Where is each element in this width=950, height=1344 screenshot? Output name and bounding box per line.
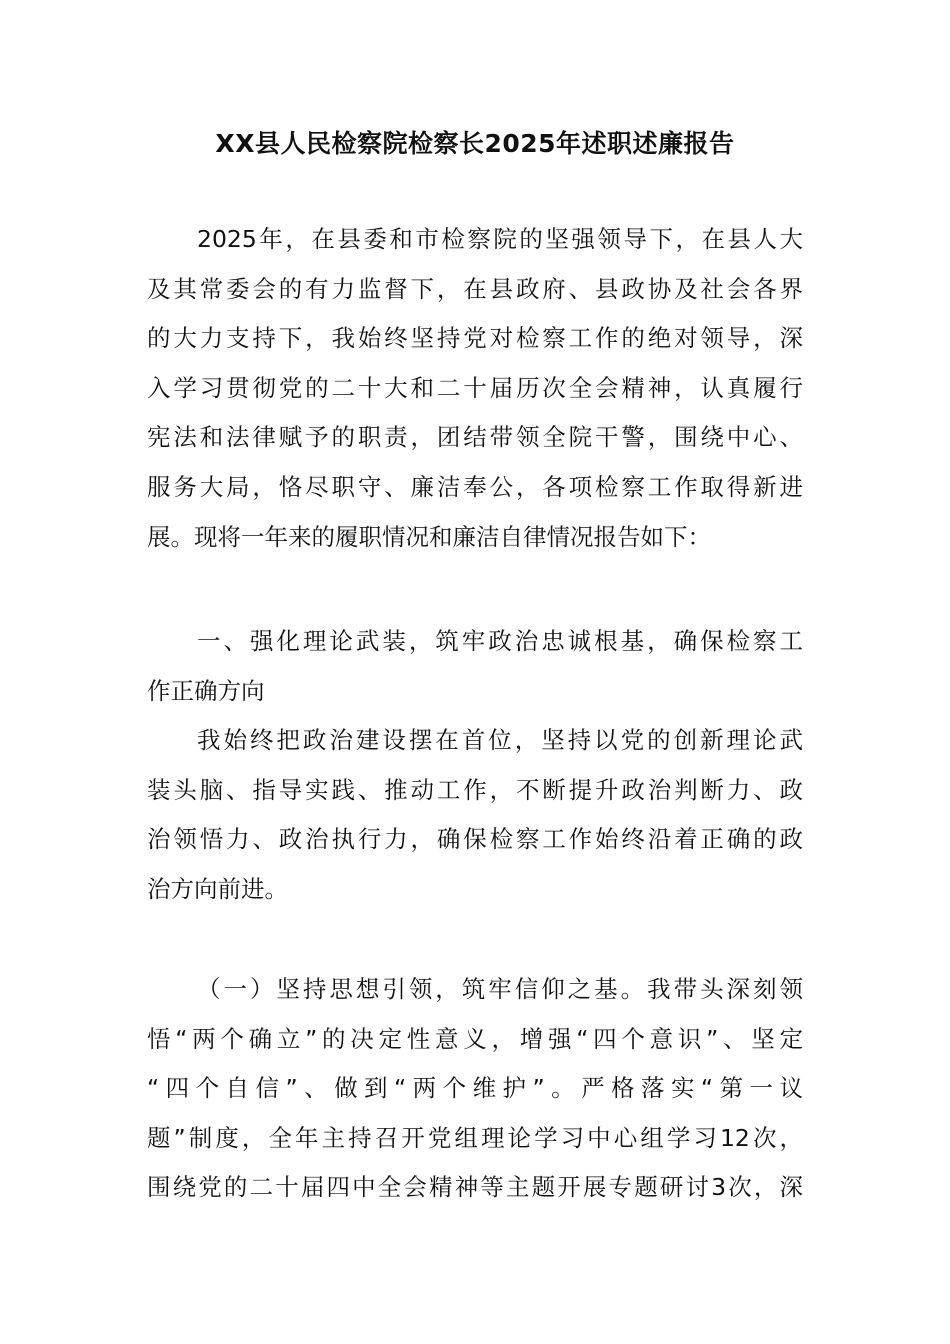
text-line: （一）坚持思想引领，筑牢信仰之基。我带头深刻领 [197,975,803,1003]
text-line: 装头脑、指导实践、推动工作，不断提升政治判断力、政 [147,775,803,804]
text-line: 服务大局，恪尽职守、廉洁奉公，各项检察工作取得新进 [147,472,803,501]
text-line: 宪法和法律赋予的职责，团结带领全院干警，围绕中心、 [147,423,803,452]
text-line: 治领悟力、政治执行力，确保检察工作始终沿着正确的政 [147,825,803,854]
heading-line: 一、强化理论武装，筑牢政治忠诚根基，确保检察工 [197,627,803,655]
section-1-paragraph [147,716,803,914]
text-line: 题”制度，全年主持召开党组理论学习中心组学习12次， [147,1123,803,1152]
heading-line: 作正确方向 [147,676,265,705]
document-title: XX县人民检察院检察长2025年述职述廉报告 [215,129,735,158]
text-line: 展。现将一年来的履职情况和廉洁自律情况报告如下： [147,522,711,551]
text-line: 悟“两个确立”的决定性意义，增强“四个意识”、坚定 [147,1024,803,1053]
intro-paragraph [147,215,803,562]
text-line: 我始终把政治建设摆在首位，坚持以党的创新理论武 [197,726,803,754]
text-line: 入学习贯彻党的二十大和二十届历次全会精神，认真履行 [147,373,803,402]
text-line: 围绕党的二十届四中全会精神等主题开展专题研讨3次，深 [147,1173,803,1202]
subsection-1-paragraph [147,965,803,1213]
text-line: 治方向前进。 [147,874,288,903]
text-line: 2025年，在县委和市检察院的坚强领导下，在县人大 [197,225,803,253]
text-line: “四个自信”、做到“两个维护”。严格落实“第一议 [147,1074,803,1103]
text-line: 及其常委会的有力监督下，在县政府、县政协及社会各界 [147,274,803,303]
text-line: 的大力支持下，我始终坚持党对检察工作的绝对领导，深 [147,324,803,353]
section-heading-1 [147,617,803,716]
